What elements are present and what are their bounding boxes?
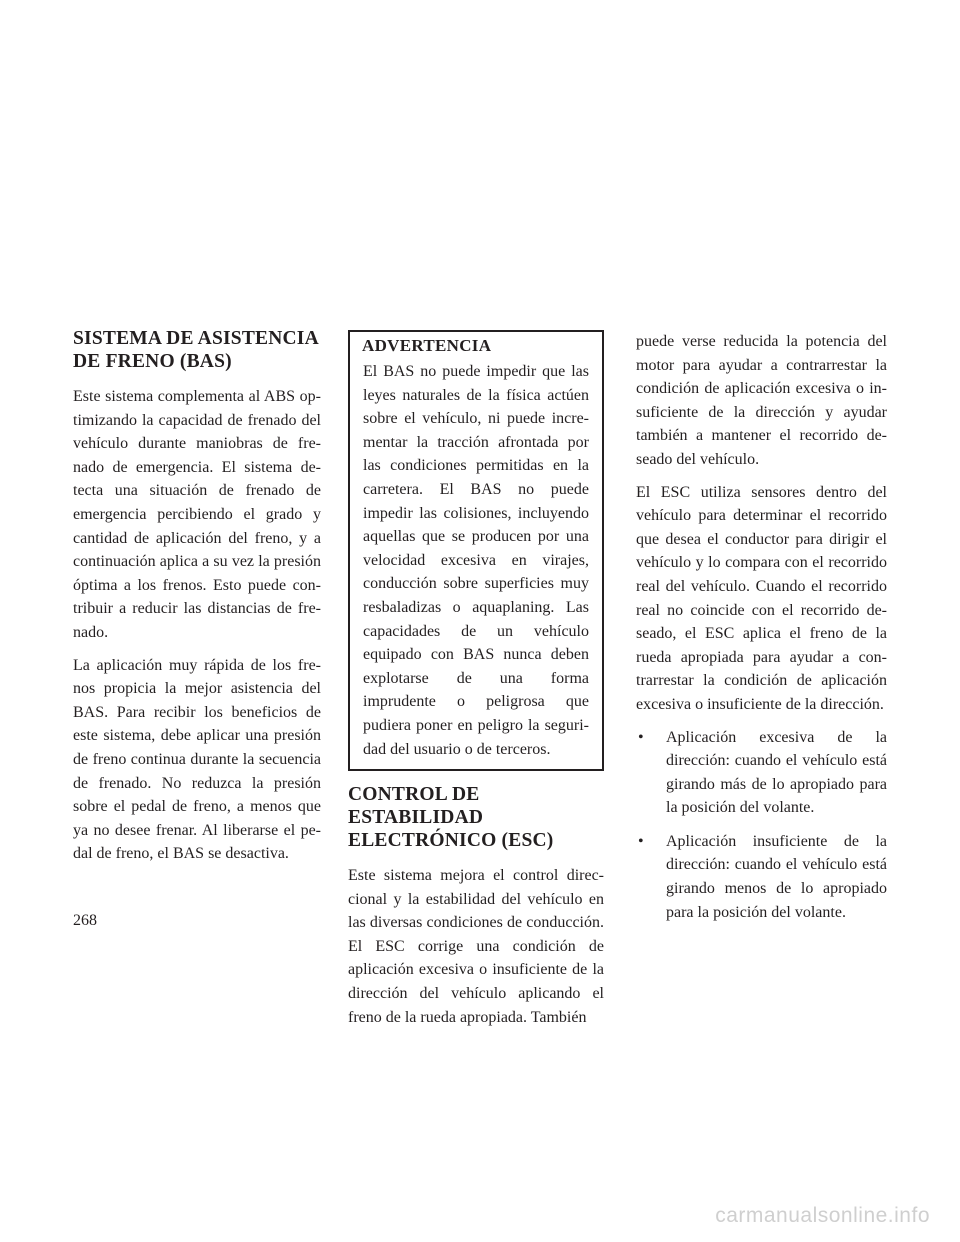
bas-paragraph-1: Este sistema complementa al ABS optimizando la capacidad de frenado del vehículo durante maniobras de frenado de emergencia. El sistema detecta una situación de frenado de emergencia percibiendo el grado y cantidad de aplicación del freno, y a continuación aplica a su vez la presión óptima a los frenos. Esto puede contribuir a reducir las distancias de frenado. [73, 388, 321, 641]
warning-title: ADVERTENCIA [362, 336, 492, 355]
column-right [636, 330, 887, 934]
heading-esc [348, 783, 604, 852]
warning-box [348, 330, 604, 771]
watermark: carmanualsonline.info [715, 1204, 930, 1227]
column-left [73, 322, 321, 875]
heading-esc-line-2: ESTABILIDAD [348, 807, 484, 829]
esc-bullet-list [636, 726, 887, 925]
page-number: 268 [73, 912, 97, 929]
heading-esc-line-3: ELECTRÓNICO (ESC) [348, 830, 554, 852]
bullet-icon: • [638, 832, 644, 850]
list-item [636, 726, 887, 820]
column-middle [348, 322, 604, 1038]
bullet-text-oversteer: Aplicación excesiva de la dirección: cuando el vehículo está girando más de lo apropiado para la posición del volante. [666, 728, 887, 817]
heading-bas: SISTEMA DE ASISTENCIA DE FRENO (BAS) [73, 328, 318, 372]
bullet-icon: • [638, 728, 644, 746]
heading-esc-line-1: CONTROL DE [348, 784, 480, 806]
esc-paragraph-1-part-2: puede verse reducida la potencia del motor para ayudar a contrarrestar la condición de aplicación excesiva o insuficiente de la dirección y ayudar también a mantener el recorrido deseado del vehículo. [636, 333, 887, 468]
list-item [636, 830, 887, 924]
esc-paragraph-2: El ESC utiliza sensores dentro del vehículo para determinar el recorrido que desea el conductor para dirigir el vehículo y lo compara con el recorrido real del vehículo. Cuando el recorrido real no coincide con el recorrido deseado, el ESC aplica el freno de la rueda apropiada para ayudar a contrarrestar la condición de aplicación excesiva o insuficiente de la dirección. [636, 483, 887, 713]
warning-text: El BAS no puede impedir que las leyes naturales de la física actúen sobre el vehículo, ni puede incrementar la tracción afrontada por las condiciones permitidas en la carretera. El BAS no puede impedir las colisiones, incluyendo aquellas que se producen por una velocidad excesiva en virajes, conducción sobre superficies muy resbaladizas o aquaplaning. Las capacidades de un vehículo equipado con BAS nunca deben explotarse de una forma imprudente o peligrosa que pudiera poner en peligro la seguridad del usuario o de terceros. [363, 363, 589, 758]
bas-paragraph-2: La aplicación muy rápida de los frenos propicia la mejor asistencia del BAS. Para recibir los beneficios de este sistema, debe aplicar una presión de freno continua durante la secuencia de frenado. No reduzca la presión sobre el pedal de freno, a menos que ya no desee frenar. Al liberarse el pedal de freno, el BAS se desactiva. [73, 656, 321, 863]
esc-paragraph-1-part-1: Este sistema mejora el control direccional y la estabilidad del vehículo en las diversas condiciones de conducción. El ESC corrige una condición de aplicación excesiva o insuficiente de la dirección del vehículo aplicando el freno de la rueda apropiada. También [348, 867, 604, 1026]
bullet-text-understeer: Aplicación insuficiente de la dirección: cuando el vehículo está girando menos de lo apropiado para la posición del volante. [666, 832, 887, 921]
